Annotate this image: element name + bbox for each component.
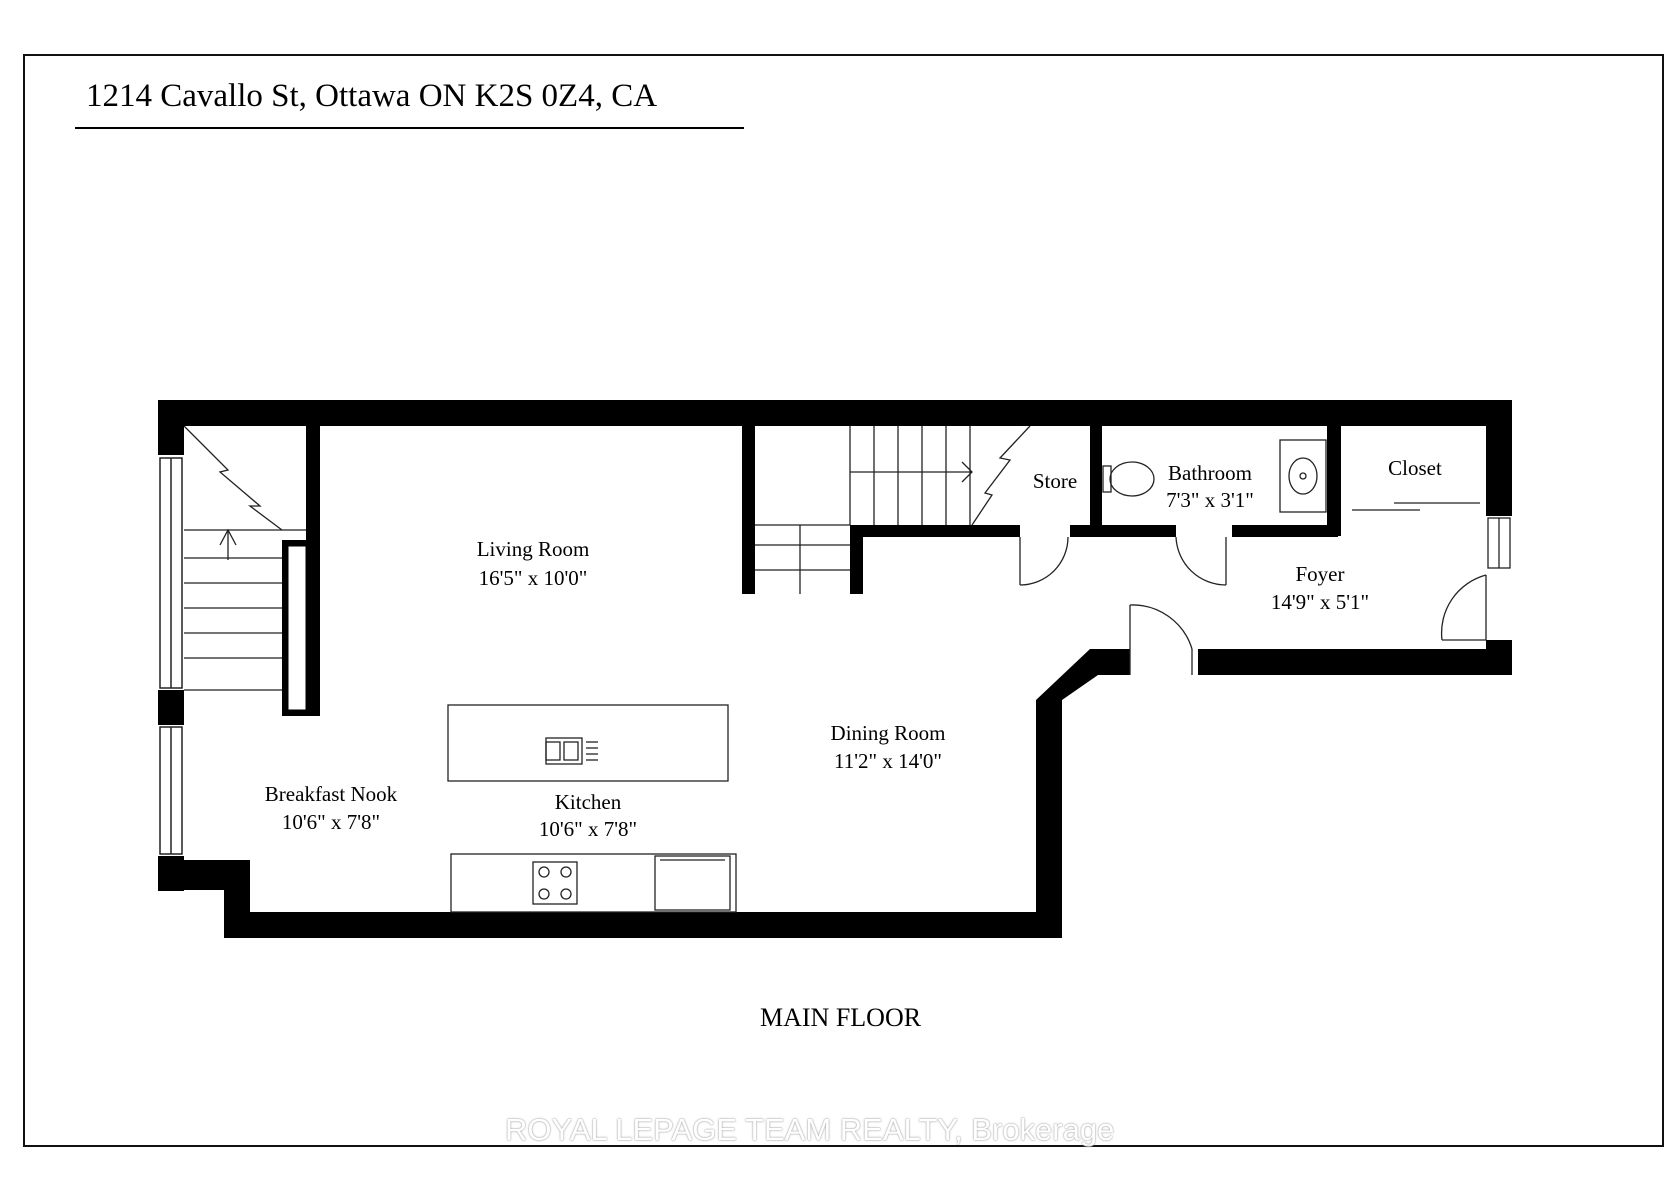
breakfast-nook-name: Breakfast Nook: [264, 782, 398, 806]
floor-title: MAIN FLOOR: [760, 1003, 922, 1032]
store-name: Store: [1032, 469, 1078, 493]
foyer-name: Foyer: [1295, 562, 1345, 586]
kitchen-island: [448, 705, 728, 781]
dining-room-name: Dining Room: [830, 721, 946, 745]
living-room-dims: 16'5" x 10'0": [478, 566, 588, 590]
living-room-name: Living Room: [476, 537, 590, 561]
property-address: 1214 Cavallo St, Ottawa ON K2S 0Z4, CA: [86, 78, 658, 114]
breakfast-nook-dims: 10'6" x 7'8": [281, 810, 381, 834]
dining-room-dims: 11'2" x 14'0": [834, 749, 942, 773]
closet-name: Closet: [1388, 456, 1442, 480]
kitchen-dims: 10'6" x 7'8": [538, 817, 638, 841]
kitchen-counter: [451, 854, 736, 912]
foyer-dims: 14'9" x 5'1": [1270, 590, 1370, 614]
kitchen-name: Kitchen: [554, 790, 622, 814]
bathroom-name: Bathroom: [1168, 461, 1252, 485]
center-staircase: [755, 426, 1030, 594]
exterior-walls: [158, 400, 1512, 938]
left-windows: [160, 458, 182, 854]
bathroom-dims: 7'3" x 3'1": [1166, 488, 1254, 512]
room-labels: [265, 456, 1442, 841]
brokerage-watermark: ROYAL LEPAGE TEAM REALTY, Brokerage: [505, 1112, 1115, 1147]
